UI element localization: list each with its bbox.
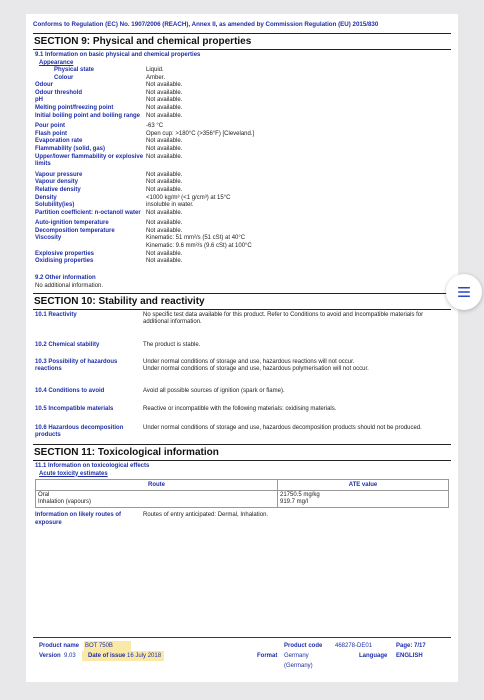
property-value: Not available. [146, 220, 183, 227]
property-label: Viscosity [35, 235, 62, 242]
property-label: Vapour density [35, 179, 79, 186]
ate-values: 21750.5 mg/kg 919.7 mg/l [278, 490, 449, 508]
property-value: Not available. [146, 145, 183, 152]
stability-label: 10.5 Incompatible materials [35, 406, 114, 413]
property-row [33, 82, 451, 90]
stability-row [33, 388, 451, 395]
property-value: Not available. [146, 112, 183, 119]
property-row [33, 90, 451, 98]
section-10-title: SECTION 10: Stability and reactivity [33, 293, 451, 310]
document-page [26, 14, 458, 682]
language-value: ENGLISH [396, 653, 423, 659]
stability-row [33, 359, 451, 374]
other-info-note: No additional information. [35, 282, 104, 289]
property-label: Flash point [35, 130, 67, 137]
stability-label: 10.1 Reactivity [35, 311, 77, 318]
property-row [33, 195, 451, 203]
property-row [33, 138, 451, 146]
property-value: Not available. [146, 209, 183, 216]
stability-value: Reactive or incompatible with the following materials: oxidising materials. [143, 406, 337, 413]
hamburger-menu-icon [457, 286, 471, 298]
property-row [33, 123, 451, 131]
property-row [33, 75, 451, 83]
stability-label: 10.3 Possibility of hazardous reactions [35, 359, 118, 373]
property-value: Not available. [146, 82, 183, 89]
issue-date-label: Date of issue [88, 653, 126, 659]
stability-value: No specific test data available for this product. Refer to Conditions to avoid and Incompatible materials for additional information. [143, 311, 424, 326]
property-label: Initial boiling point and boiling range [35, 112, 140, 119]
regulation-header: Conforms to Regulation (EC) No. 1907/2006 (REACH), Annex II, as amended by Commission Regulation (EU) 2015/830 [33, 21, 379, 28]
stability-row [33, 406, 451, 413]
property-value: insoluble in water. [146, 202, 194, 209]
property-label: pH [35, 97, 43, 104]
section-11-1-heading: 11.1 Information on toxicological effects [35, 462, 150, 469]
property-value: Not available. [146, 258, 183, 265]
product-code-label: Product code [284, 643, 323, 649]
language-label: Language [359, 653, 388, 659]
property-row [33, 202, 451, 210]
footer-row-1 [33, 641, 451, 651]
property-label: Solubility(ies) [35, 202, 75, 209]
property-label: Decomposition temperature [35, 227, 115, 234]
property-row [33, 258, 451, 266]
property-value: -63 °C [146, 123, 164, 130]
property-label: Physical state [54, 67, 95, 73]
property-label: Colour [54, 74, 74, 81]
ate-heading: Acute toxicity estimates [39, 470, 108, 477]
footer-row-2 [33, 651, 451, 669]
routes-of-exposure-label: Information on likely routes of exposure [35, 512, 122, 526]
property-value: Not available. [146, 171, 183, 178]
property-value: <1000 kg/m³ (<1 g/cm³) at 15°C [146, 194, 231, 201]
property-row [33, 187, 451, 195]
ate-row [36, 490, 449, 508]
issue-date [82, 651, 164, 661]
ate-routes: Oral Inhalation (vapours) [36, 490, 278, 508]
stability-label: 10.2 Chemical stability [35, 341, 100, 348]
property-row [33, 97, 451, 105]
property-row [33, 113, 451, 121]
property-label: Relative density [35, 186, 81, 193]
property-label: Flammability (solid, gas) [35, 145, 106, 152]
section-9-2-heading: 9.2 Other information [35, 274, 96, 281]
property-label: Pour point [35, 123, 65, 130]
ate-header-row [36, 479, 449, 490]
stability-value: Under normal conditions of storage and use, hazardous decomposition products should not be produced. [143, 424, 422, 431]
property-value: Not available. [146, 179, 183, 186]
property-label: Odour threshold [35, 89, 82, 96]
stability-value: Avoid all possible sources of ignition (spark or flame). [143, 387, 285, 394]
property-row [33, 172, 451, 180]
property-value: Not available. [146, 104, 183, 111]
ate-table [35, 479, 449, 509]
property-value: Not available. [146, 250, 183, 257]
stability-list [33, 312, 451, 440]
property-row [33, 154, 451, 169]
format-value: Germany (Germany) [284, 653, 313, 669]
section-11-title: SECTION 11: Toxicological information [33, 444, 451, 461]
issue-date-value: 16 July 2018 [127, 653, 162, 659]
product-code-value: 468278-DE01 [335, 643, 373, 649]
stability-value: Under normal conditions of storage and use, hazardous reactions will not occur. Under normal conditions of storage and use, hazardous polymerisation will not occur. [143, 359, 369, 373]
property-label: Partition coefficient: n-octanol/ water [35, 209, 141, 216]
stability-row [33, 425, 451, 440]
property-row [33, 131, 451, 139]
page-number: Page: 7/17 [396, 643, 426, 649]
property-row [33, 251, 451, 259]
property-row [33, 105, 451, 113]
property-value: Not available. [146, 97, 183, 104]
format-label: Format [257, 653, 278, 659]
stability-row [33, 342, 451, 349]
property-label: Upper/lower flammability or explosive limits [35, 153, 144, 168]
product-name-label: Product name [39, 643, 80, 649]
property-row [33, 67, 451, 75]
property-label: Odour [35, 82, 53, 89]
property-row [33, 179, 451, 187]
stability-row [33, 312, 451, 327]
property-value: Liquid. [146, 67, 164, 73]
stability-value: The product is stable. [143, 341, 201, 348]
section-9-1-heading: 9.1 Information on basic physical and chemical properties [35, 52, 201, 58]
stability-label: 10.6 Hazardous decomposition products [35, 424, 124, 439]
property-label: Evaporation rate [35, 138, 83, 145]
property-row [33, 146, 451, 154]
property-value: Kinematic: 51 mm²/s (51 cSt) at 40°C Kinematic: 9.6 mm²/s (9.6 cSt) at 100°C [146, 235, 252, 250]
ate-header-route: Route [36, 479, 278, 490]
property-row [33, 220, 451, 228]
property-value: Not available. [146, 227, 183, 234]
property-row [33, 235, 451, 250]
property-value: Not available. [146, 186, 183, 193]
version-label: Version [39, 653, 61, 659]
property-value: Not available. [146, 153, 183, 160]
property-label: Vapour pressure [35, 171, 83, 178]
ate-header-value: ATE value [278, 479, 449, 490]
version-value: 9.03 [64, 653, 76, 659]
property-label: Density [35, 194, 57, 201]
menu-button[interactable] [446, 274, 482, 310]
appearance-heading: Appearance [39, 60, 74, 66]
page-footer [33, 637, 451, 669]
property-value: Not available. [146, 89, 183, 96]
property-label: Auto-ignition temperature [35, 220, 109, 227]
section-9-title: SECTION 9: Physical and chemical properties [33, 33, 451, 50]
property-row [33, 228, 451, 236]
property-row [33, 210, 451, 218]
property-label: Explosive properties [35, 250, 95, 257]
property-value: Not available. [146, 138, 183, 145]
property-value: Amber. [146, 74, 166, 81]
property-label: Melting point/freezing point [35, 104, 114, 111]
property-value: Open cup: >180°C (>356°F) [Cleveland.] [146, 130, 255, 137]
routes-of-exposure-value: Routes of entry anticipated: Dermal, Inhalation. [143, 512, 269, 519]
routes-of-exposure-row [33, 512, 451, 527]
property-label: Oxidising properties [35, 258, 94, 265]
product-name-value: BOT 750B [84, 641, 131, 651]
stability-label: 10.4 Conditions to avoid [35, 387, 105, 394]
properties-list [33, 67, 451, 266]
